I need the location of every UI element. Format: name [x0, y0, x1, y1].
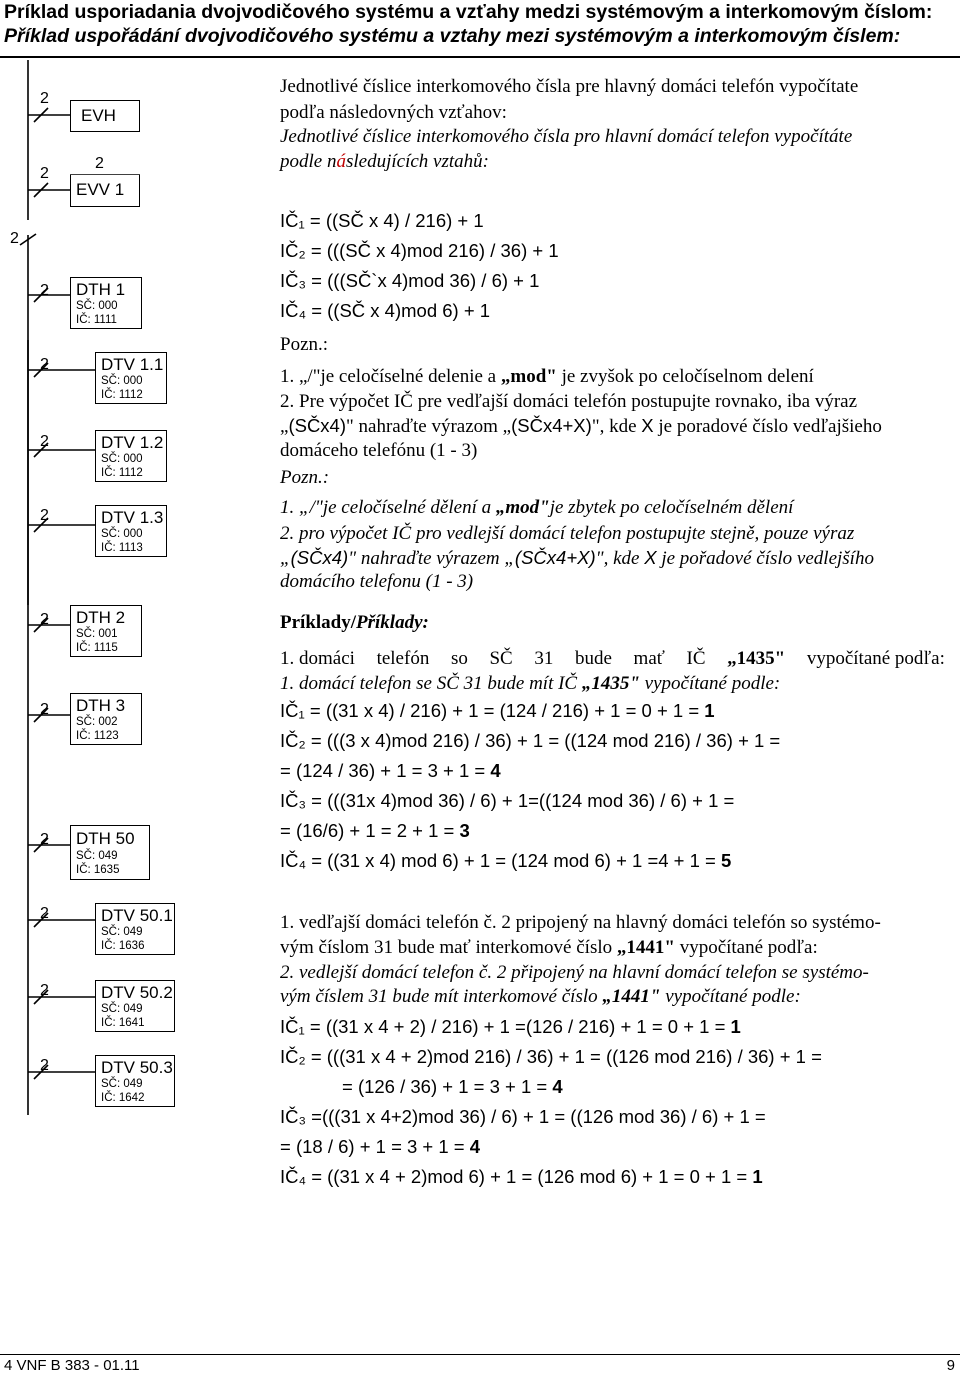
unit-box: DTV 50.1 SČ: 049 IČ: 1636: [95, 903, 175, 955]
note-label-sk: Pozn.:: [280, 334, 329, 355]
calc2-ic2: IČ₂ = (((31 x 4 + 2)mod 216) / 36) + 1 = ((126 mod 216) / 36) + 1 =: [280, 1046, 822, 1067]
note2-sk-line2: „(SČx4)" nahraďte výrazom „(SČx4+X)", kde X je poradové číslo vedľajšieho: [280, 415, 882, 437]
unit-box: DTH 50 SČ: 049 IČ: 1635: [70, 825, 150, 880]
calc2-ic4: IČ₄ = ((31 x 4 + 2)mod 6) + 1 = (126 mod 6) + 1 = 0 + 1 = 1: [280, 1166, 763, 1187]
evv-unit: EVV 1: [70, 175, 140, 207]
wire-count-label: 2: [40, 982, 49, 999]
wire-count-label: 2: [40, 165, 49, 182]
title-cz: Příklad uspořádání dvojvodičového systému a vztahy mezi systémovým a interkomovým číslem:: [4, 25, 901, 47]
calc1-ic1: IČ₁ = ((31 x 4) / 216) + 1 = (124 / 216) + 1 = 0 + 1 = 1: [280, 700, 715, 721]
wire-count-label: 2: [40, 507, 49, 524]
intro-cz-line1: Jednotlivé číslice interkomového čísla pro hlavní domácí telefon vypočítáte: [280, 126, 853, 147]
calc2-ic1: IČ₁ = ((31 x 4 + 2) / 216) + 1 =(126 / 216) + 1 = 0 + 1 = 1: [280, 1016, 741, 1037]
example2-sk-line1: 1. vedľajší domáci telefón č. 2 pripojený na hlavný domáci telefón so systémo-: [280, 912, 881, 933]
unit-box: DTH 3 SČ: 002 IČ: 1123: [70, 693, 142, 745]
formula-ic2: IČ₂ = (((SČ x 4)mod 216) / 36) + 1: [280, 240, 559, 261]
unit-box: DTV 50.2 SČ: 049 IČ: 1641: [95, 980, 175, 1032]
wire-count-label: 2: [40, 1057, 49, 1074]
wire-count-label: 2: [40, 90, 49, 107]
calc1-ic3-result: = (16/6) + 1 = 2 + 1 = 3: [280, 820, 470, 841]
note-label-cz: Pozn.:: [280, 467, 330, 488]
note1-sk: 1. „/"je celočíselné delenie a „mod" je zvyšok po celočíselnom delení: [280, 366, 814, 387]
note1-cz: 1. „/"je celočíselné dělení a „mod"je zbytek po celočíselném dělení: [280, 497, 794, 518]
calc2-ic2-result: = (126 / 36) + 1 = 3 + 1 = 4: [342, 1076, 563, 1097]
example2-cz-line2: vým číslem 31 bude mít interkomové číslo „1441" vypočítané podle:: [280, 986, 801, 1007]
intro-cz-line2: podle následujících vztahů:: [280, 151, 489, 172]
intro-sk-line2: podľa následovných vzťahov:: [280, 102, 507, 123]
calc1-ic2-result: = (124 / 36) + 1 = 3 + 1 = 4: [280, 760, 501, 781]
example2-cz-line1: 2. vedlejší domácí telefon č. 2 připojený na hlavní domácí telefon se systémo-: [280, 962, 869, 983]
wire-count-label: 2: [10, 230, 19, 247]
page-header: [4, 0, 954, 48]
unit-box: DTV 1.1 SČ: 000 IČ: 1112: [95, 352, 167, 404]
formula-ic3: IČ₃ = (((SČ`x 4)mod 36) / 6) + 1: [280, 270, 540, 291]
unit-box: DTV 1.3 SČ: 000 IČ: 1113: [95, 505, 167, 557]
wire-count-label: 2: [95, 155, 104, 172]
unit-box: DTH 2 SČ: 001 IČ: 1115: [70, 605, 142, 657]
unit-box: DTV 50.3 SČ: 049 IČ: 1642: [95, 1055, 175, 1107]
example2-sk-line2: vým číslom 31 bude mať interkomové číslo „1441" vypočítané podľa:: [280, 937, 818, 958]
wire-count-label: 2: [40, 701, 49, 718]
intro-sk-line1: Jednotlivé číslice interkomového čísla pre hlavný domáci telefón vypočítate: [280, 76, 859, 97]
title-sk: Príklad usporiadania dvojvodičového systému a vzťahy medzi systémovým a interkomovým číslom:: [4, 1, 933, 23]
unit-box: DTH 1 SČ: 000 IČ: 1111: [70, 277, 142, 329]
calc1-ic3: IČ₃ = (((31x 4)mod 36) / 6) + 1=((124 mod 36) / 6) + 1 =: [280, 790, 735, 811]
wire-count-label: 2: [40, 831, 49, 848]
wire-count-label: 2: [40, 611, 49, 628]
formula-ic1: IČ₁ = ((SČ x 4) / 216) + 1: [280, 210, 484, 231]
calc2-ic3-result: = (18 / 6) + 1 = 3 + 1 = 4: [280, 1136, 481, 1157]
note2-sk-line3: domáceho telefónu (1 - 3): [280, 440, 478, 461]
footer-rule: [0, 1354, 960, 1355]
calc2-ic3: IČ₃ =(((31 x 4+2)mod 36) / 6) + 1 = ((126 mod 36) / 6) + 1 =: [280, 1106, 766, 1127]
wiring-lines: [0, 60, 270, 1120]
note2-cz-line3: domácího telefonu (1 - 3): [280, 571, 474, 592]
unit-box: DTV 1.2 SČ: 000 IČ: 1112: [95, 430, 167, 482]
formula-ic4: IČ₄ = ((SČ x 4)mod 6) + 1: [280, 300, 491, 321]
note2-cz-line2: „(SČx4)" nahraďte výrazem „(SČx4+X)", kde X je pořadové číslo vedlejšího: [280, 547, 874, 569]
header-rule: [0, 56, 960, 58]
wire-count-label: 2: [40, 905, 49, 922]
examples-heading: Príklady/Příklady:: [280, 612, 429, 633]
footer-docnumber: 4 VNF B 383 - 01.11: [4, 1357, 140, 1374]
calc1-ic2: IČ₂ = (((3 x 4)mod 216) / 36) + 1 = ((124 mod 216) / 36) + 1 =: [280, 730, 781, 751]
note2-cz-line1: 2. pro výpočet IČ pro vedlejší domácí telefon postupujte stejně, pouze výraz: [280, 523, 855, 544]
wire-count-label: 2: [40, 433, 49, 450]
wire-count-label: 2: [40, 356, 49, 373]
example1-cz: 1. domácí telefon se SČ 31 bude mít IČ „1435" vypočítané podle:: [280, 673, 781, 694]
calc1-ic4: IČ₄ = ((31 x 4) mod 6) + 1 = (124 mod 6) + 1 =4 + 1 = 5: [280, 850, 732, 871]
page-number: 9: [946, 1357, 955, 1374]
note2-sk-line1: 2. Pre výpočet IČ pre vedľajší domáci telefón postupujte rovnako, iba výraz: [280, 391, 858, 412]
wire-count-label: 2: [40, 282, 49, 299]
evh-unit: EVH: [70, 100, 140, 132]
example1-sk: 1. domáci telefón so SČ 31 bude mať IČ „1435" vypočítané podľa:: [280, 648, 945, 669]
